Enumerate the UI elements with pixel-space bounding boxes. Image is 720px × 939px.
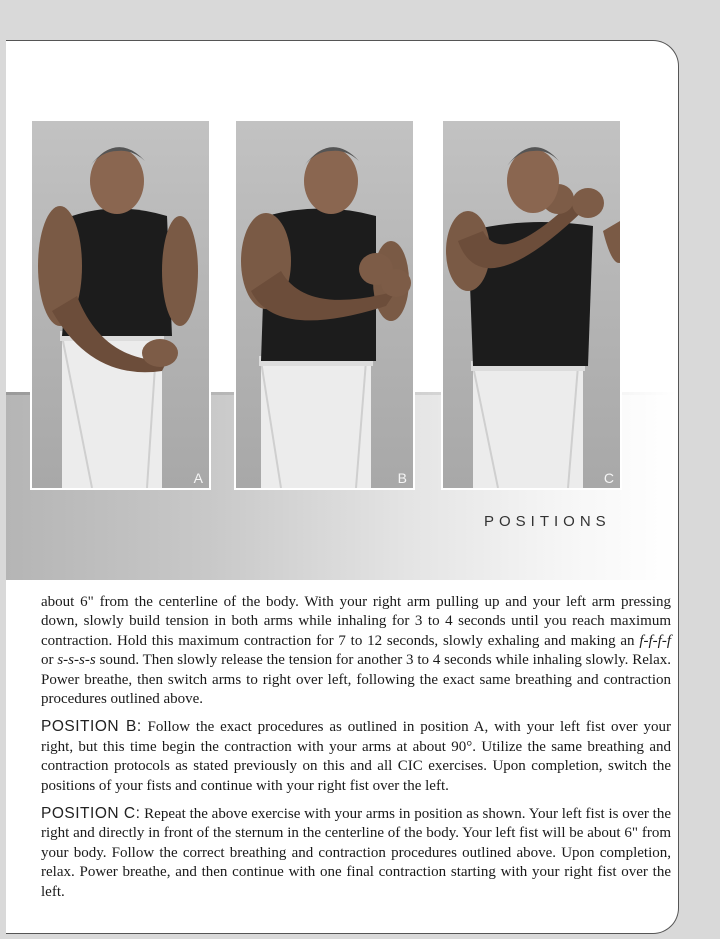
position-b-text: Follow the exact procedures as outlined in position A, with your left fist over your right, but this time begin the contraction with your arms at about 90°. Utilize the same breathing and contraction protocols as stated previously on this and all CIC exercises. Upon completion, switch the positions of your fists and continue with your right fist over the left. xyxy=(41,719,671,794)
intro-text-2: sound. Then slowly release the tension for another 3 to 4 seconds while inhaling slowly. Relax. Power breathe, then switch arms to right over left, following the exact same breathing and contraction procedures outlined above. xyxy=(41,652,671,708)
photo-position-a xyxy=(30,119,211,490)
intro-paragraph xyxy=(41,593,671,709)
photo-position-c xyxy=(441,119,622,490)
position-b-heading: POSITION B: xyxy=(41,718,142,736)
position-c-text: Repeat the above exercise with your arms in position as shown. Your left fist is over the right and directly in front of the sternum in the centerline of the body. Your left fist will be about 6" from your body. Follow the correct breathing and contraction procedures outlined above. Upon completion, relax. Power breathe, and then continue with one final contraction starting with your right fist over the left. xyxy=(41,806,671,900)
intro-sound-2: s-s-s-s xyxy=(57,652,96,669)
panel-label-a: A xyxy=(193,470,203,486)
figure-title: POSITIONS xyxy=(484,513,611,530)
position-c-heading: POSITION C: xyxy=(41,805,141,823)
man-figure-a xyxy=(32,121,209,488)
intro-or: or xyxy=(41,652,58,669)
position-b-paragraph xyxy=(41,717,671,796)
body-text xyxy=(41,593,671,910)
intro-sound-1: f-f-f-f xyxy=(639,632,671,649)
panel-label-c: C xyxy=(603,470,614,486)
photo-position-b xyxy=(234,119,415,490)
man-figure-b xyxy=(236,121,413,488)
man-figure-c xyxy=(443,121,620,488)
position-c-paragraph xyxy=(41,804,671,902)
intro-text-1: about 6" from the centerline of the body. With your right arm pulling up and your left arm pressing down, slowly build tension in both arms while inhaling for 3 to 4 seconds until you reach maximum contraction. Hold this maximum contraction for 7 to 12 seconds, slowly exhaling and making an xyxy=(41,594,671,649)
panel-label-b: B xyxy=(397,470,407,486)
